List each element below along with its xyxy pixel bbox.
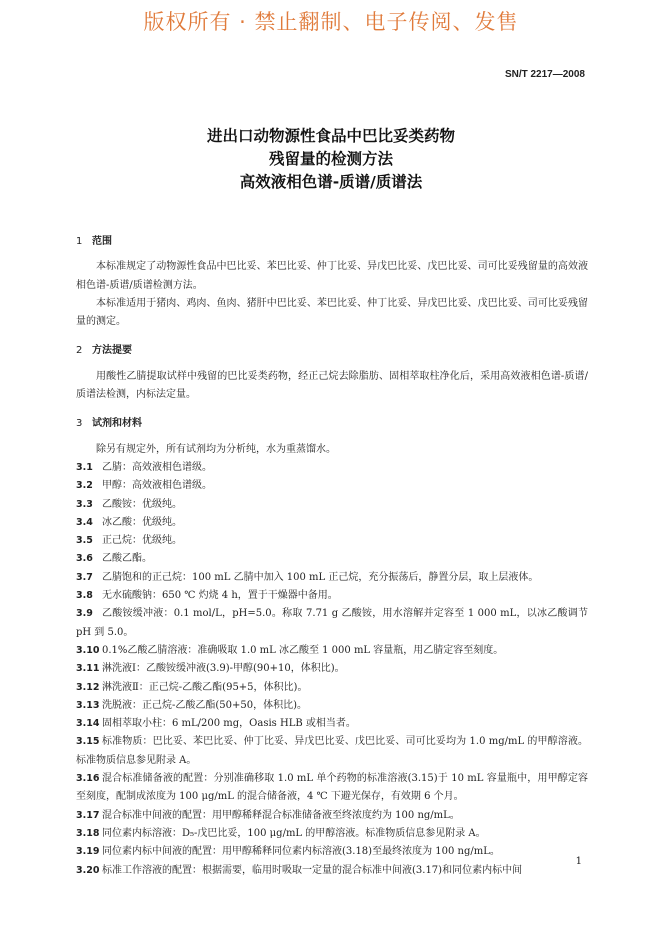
reagent-item xyxy=(76,550,588,568)
reagent-item xyxy=(76,807,588,825)
reagent-item xyxy=(76,733,588,770)
reagent-item-number: 3.20 xyxy=(76,864,100,876)
title-line-1: 进出口动物源性食品中巴比妥类药物 xyxy=(206,127,455,145)
reagent-item-number: 3.8 xyxy=(76,590,93,602)
reagent-item-text: 冰乙酸：优级纯。 xyxy=(102,516,182,528)
reagent-item-number: 3.13 xyxy=(76,699,100,711)
reagent-item xyxy=(76,477,588,495)
reagent-item-number: 3.5 xyxy=(76,535,93,547)
reagent-item-text: 乙腈饱和的正己烷：100 mL 乙腈中加入 100 mL 正己烷，充分振荡后，静置分层，取上层液体。 xyxy=(102,571,539,583)
section-title: 方法提要 xyxy=(92,345,132,357)
section-1-paragraph-2: 本标准适用于猪肉、鸡肉、鱼肉、猪肝中巴比妥、苯巴比妥、仲丁比妥、异戊巴比妥、戊巴比妥、司可比妥残留量的测定。 xyxy=(76,297,588,328)
reagent-item-number: 3.17 xyxy=(76,809,100,821)
title-line-2: 残留量的检测方法 xyxy=(268,150,393,168)
reagent-item xyxy=(76,862,588,880)
reagent-item-text: 同位素内标溶液：D₅-戊巴比妥，100 μg/mL 的甲醇溶液。标准物质信息参见附录 A。 xyxy=(102,827,486,839)
reagent-item xyxy=(76,715,588,733)
reagent-item-number: 3.11 xyxy=(76,663,100,675)
reagent-item xyxy=(76,587,588,605)
reagent-item-number: 3.2 xyxy=(76,480,93,492)
reagent-item xyxy=(76,697,588,715)
reagent-item-number: 3.14 xyxy=(76,718,100,730)
reagent-item-text: 淋洗液Ⅰ：乙酸铵缓冲液(3.9)-甲醇(90+10，体积比)。 xyxy=(102,663,345,675)
document-title xyxy=(0,125,662,194)
reagent-item xyxy=(76,825,588,843)
reagent-item-text: 乙酸铵：优级纯。 xyxy=(102,498,182,510)
section-number: 3 xyxy=(76,418,83,430)
section-title: 范围 xyxy=(92,236,112,247)
reagent-item xyxy=(76,605,588,642)
reagent-item xyxy=(76,642,588,660)
reagent-item-number: 3.9 xyxy=(76,608,93,620)
reagent-item-text: 乙酸乙酯。 xyxy=(102,553,152,565)
reagent-item xyxy=(76,569,588,587)
reagent-item-number: 3.1 xyxy=(76,461,93,473)
reagent-item-text: 固相萃取小柱：6 mL/200 mg，Oasis HLB 或相当者。 xyxy=(102,718,356,730)
reagent-item-text: 标准物质：巴比妥、苯巴比妥、仲丁比妥、异戊巴比妥、戊巴比妥、司可比妥均为 1.0 mg/mL 的甲醇溶液。标准物质信息参见附录 A。 xyxy=(76,736,588,766)
reagent-item-number: 3.16 xyxy=(76,773,100,785)
reagent-item-text: 无水硫酸钠：650 ℃ 灼烧 4 h，置于干燥器中备用。 xyxy=(102,590,338,602)
reagent-item-text: 标准工作溶液的配置：根据需要，临用时吸取一定量的混合标准中间液(3.17)和同位素内标中间 xyxy=(102,864,523,876)
reagent-item xyxy=(76,532,588,550)
section-1-paragraph-1: 本标准规定了动物源性食品中巴比妥、苯巴比妥、仲丁比妥、异戊巴比妥、戊巴比妥、司可比妥残留量的高效液相色谱-质谱/质谱检测方法。 xyxy=(76,261,588,291)
reagent-item-number: 3.7 xyxy=(76,571,93,583)
reagent-item xyxy=(76,679,588,697)
reagent-item xyxy=(76,459,588,477)
reagent-item xyxy=(76,514,588,532)
reagent-item xyxy=(76,843,588,861)
copyright-watermark: 版权所有 · 禁止翻制、电子传阅、发售 xyxy=(143,10,519,34)
reagent-item xyxy=(76,496,588,514)
section-3-intro: 除另有规定外，所有试剂均为分析纯，水为重蒸馏水。 xyxy=(96,443,336,455)
page-number: 1 xyxy=(575,856,582,867)
reagent-item-number: 3.18 xyxy=(76,827,100,839)
reagent-item-text: 洗脱液：正己烷-乙酸乙酯(50+50，体积比)。 xyxy=(102,699,308,711)
reagent-item-text: 混合标准储备液的配置：分别准确移取 1.0 mL 单个药物的标准溶液(3.15)于 10 mL 容量瓶中，用甲醇定容至刻度，配制成浓度为 100 μg/mL 的混合储备液，4 ℃ 下避光保存，有效期 6 个月。 xyxy=(76,773,588,803)
reagent-item-text: 乙腈：高效液相色谱级。 xyxy=(102,461,212,473)
reagent-item-number: 3.3 xyxy=(76,498,93,510)
reagent-item-text: 正己烷：优级纯。 xyxy=(102,535,182,547)
document-body xyxy=(76,227,588,880)
reagent-item-number: 3.12 xyxy=(76,681,100,693)
reagent-item-text: 淋洗液Ⅱ：正己烷-乙酸乙酯(95+5，体积比)。 xyxy=(102,681,308,693)
reagent-item-number: 3.6 xyxy=(76,553,93,565)
reagent-item xyxy=(76,770,588,807)
reagent-item xyxy=(76,660,588,678)
title-line-3: 高效液相色谱-质谱/质谱法 xyxy=(239,173,423,191)
reagent-item-text: 同位素内标中间液的配置：用甲醇稀释同位素内标溶液(3.18)至最终浓度为 100 ng/mL。 xyxy=(102,846,500,858)
reagent-item-number: 3.15 xyxy=(76,736,100,748)
reagent-item-number: 3.19 xyxy=(76,846,100,858)
section-number: 1 xyxy=(76,236,83,247)
section-number: 2 xyxy=(76,345,83,357)
section-3-heading xyxy=(76,415,588,433)
section-1-heading xyxy=(76,233,588,251)
reagent-item-number: 3.4 xyxy=(76,516,93,528)
reagent-item-text: 甲醇：高效液相色谱级。 xyxy=(102,480,212,492)
reagent-list xyxy=(76,459,588,880)
section-title: 试剂和材料 xyxy=(92,418,142,430)
section-2-paragraph-1: 用酸性乙腈提取试样中残留的巴比妥类药物，经正己烷去除脂肪、固相萃取柱净化后，采用高效液相色谱-质谱/质谱法检测，内标法定量。 xyxy=(76,370,588,401)
reagent-item-number: 3.10 xyxy=(76,644,100,656)
reagent-item-text: 乙酸铵缓冲液：0.1 mol/L，pH=5.0。称取 7.71 g 乙酸铵，用水溶解并定容至 1 000 mL，以冰乙酸调节 pH 到 5.0。 xyxy=(76,608,588,638)
standard-number: SN/T 2217—2008 xyxy=(504,69,585,80)
reagent-item-text: 0.1%乙酸乙腈溶液：准确吸取 1.0 mL 冰乙酸至 1 000 mL 容量瓶，用乙腈定容至刻度。 xyxy=(102,644,504,656)
reagent-item-text: 混合标准中间液的配置：用甲醇稀释混合标准储备液至终浓度约为 100 ng/mL。 xyxy=(102,809,460,821)
section-2-heading xyxy=(76,342,588,360)
